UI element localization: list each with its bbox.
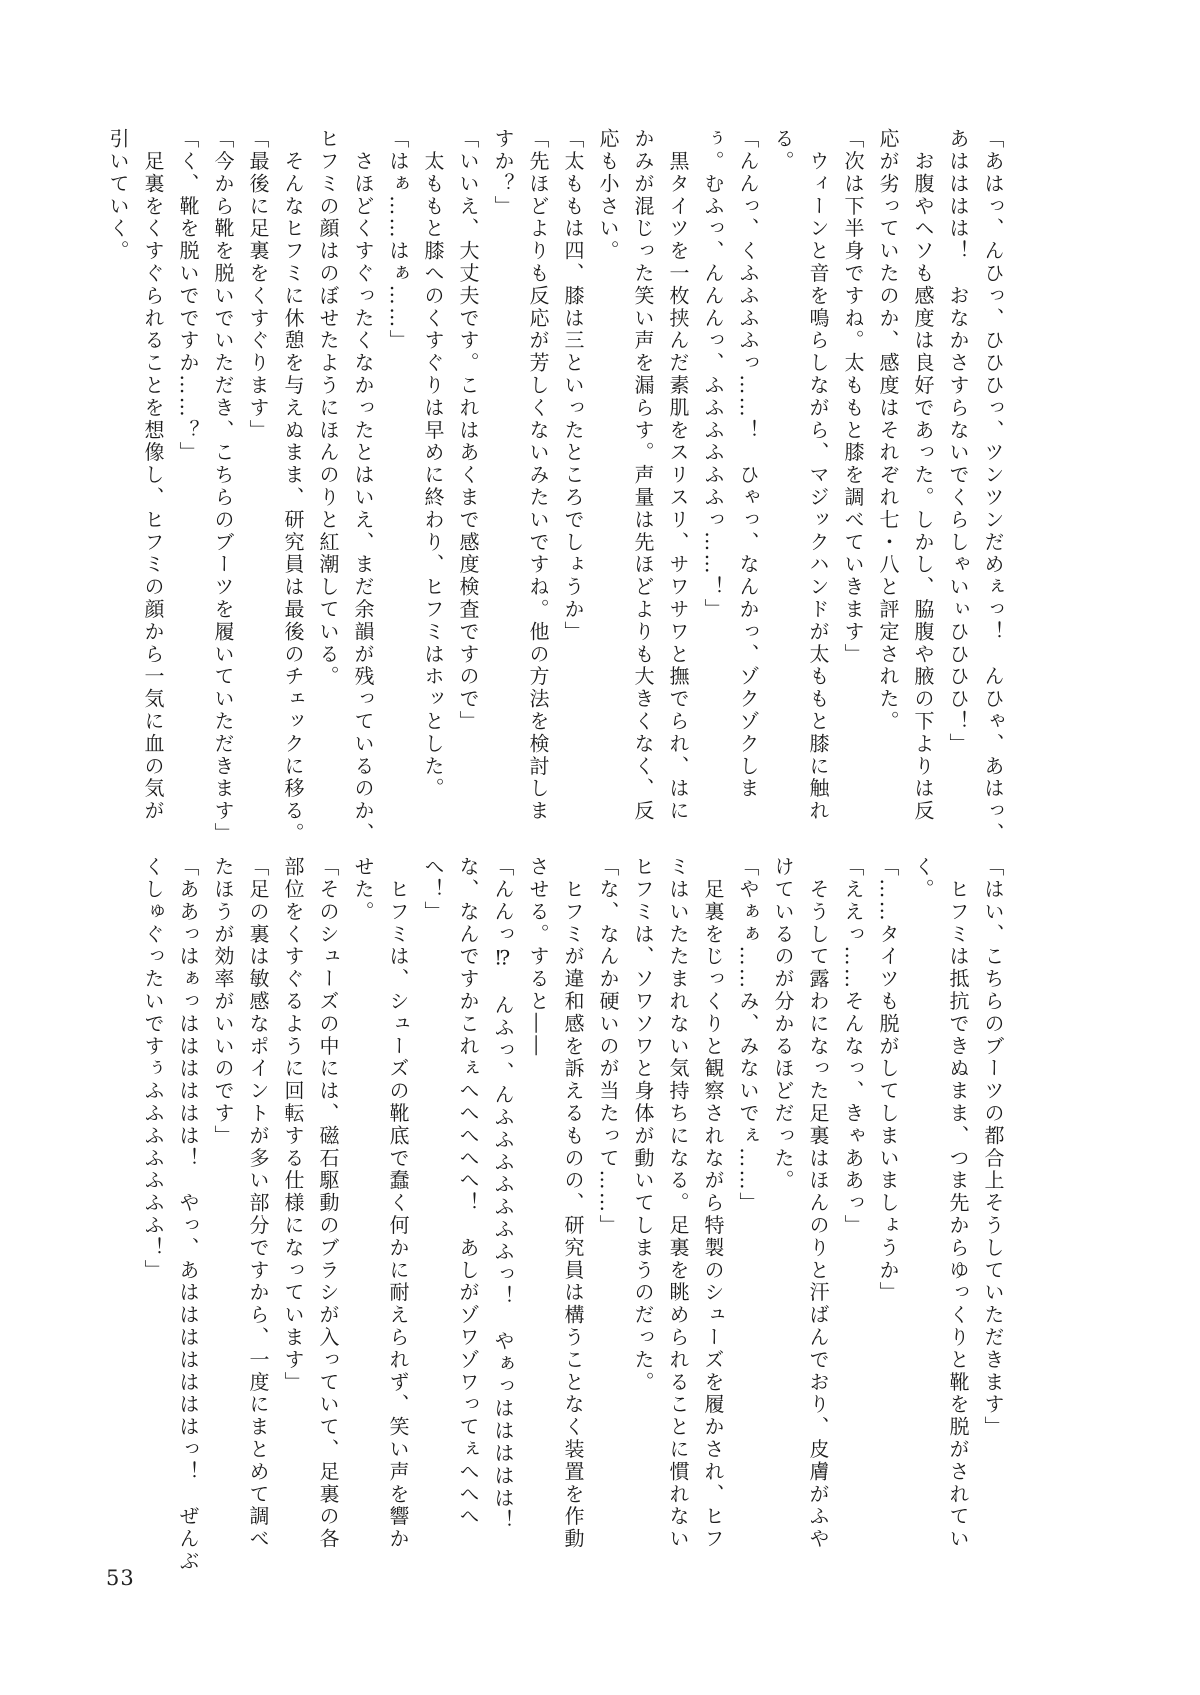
text-column: 「……タイツも脱がしてしまいましょうか」 [876,856,900,1304]
text-column: 黒タイツを一枚挟んだ素肌をスリスリ、サワサワと撫でられ、はに [666,128,690,823]
text-column: 「いいえ、大丈夫です。これはあくまで感度検査ですので」 [456,128,480,733]
text-column: く。 [911,856,935,901]
text-column: ヒフミの顔はのぼせたようにほんのりと紅潮している。 [316,128,340,688]
text-column: 「んんっ⁉ んふっ、んふふふふふふふっ！ やぁっははははは！ [491,856,515,1532]
text-column: 「はぁ……はぁ……」 [386,128,410,352]
text-column: 応が劣っていたのか、感度はそれぞれ七・八と評定された。 [876,128,900,733]
text-column: ウィーンと音を鳴らしながら、マジックハンドが太ももと膝に触れ [806,128,830,823]
text-column: 「太ももは四、膝は三といったところでしょうか」 [561,128,585,644]
text-column: ヒフミは、シューズの靴底で蠢く何かに耐えられず、笑い声を響か [386,856,410,1551]
text-column: 「足の裏は敏感なポイントが多い部分ですから、一度にまとめて調べ [246,856,270,1551]
text-column: くしゅぐったいですぅふふふふふふふ！」 [141,856,165,1282]
text-column: ミはいたたまれない気持ちになる。足裏を眺められることに慣れない [666,856,690,1551]
text-column: 「はい、こちらのブーツの都合上そうしていただきます」 [981,856,1005,1439]
text-column: させる。すると―― [526,856,550,1058]
text-column: へ！」 [421,856,445,924]
text-column: すか？」 [491,128,515,218]
text-column: ヒフミは、ソワソワと身体が動いてしまうのだった。 [631,856,655,1394]
text-column: 「最後に足裏をくすぐります」 [246,128,270,442]
text-column: 引いていく。 [106,128,130,263]
text-column: ヒフミは抵抗できぬまま、つま先からゆっくりと靴を脱がされてい [946,856,970,1551]
page-number: 53 [106,1566,135,1590]
text-column: る。 [771,128,795,173]
text-column: 「やぁぁ……み、みないでぇ……」 [736,856,760,1215]
text-column: あはははは！ おなかさすらないでくらしゃいぃひひひひ！」 [946,128,970,756]
text-column: 「ええっ……そんなっ、きゃああっ」 [841,856,865,1237]
text-column: 部位をくすぐるように回転する仕様になっています」 [281,856,305,1394]
text-column: 「な、なんか硬いのが当たって……」 [596,856,620,1237]
text-column: かみが混じった笑い声を漏らす。声量は先ほどよりも大きくなく、反 [631,128,655,823]
text-column: さほどくすぐったくなかったとはいえ、まだ余韻が残っているのか、 [351,128,375,845]
text-column: 「ああっはぁっはははははは！ やっ、あはははははははっ！ ぜんぶ [176,856,200,1573]
text-column: 「今から靴を脱いでいただき、こちらのブーツを履いていただきます」 [211,128,235,845]
upper-text-block [100,128,1010,854]
text-column: 「そのシューズの中には、磁石駆動のブラシが入っていて、足裏の各 [316,856,340,1551]
text-column: 「んんっ、くふふふふっ……！ ひゃっ、なんかっ、ゾクゾクしま [736,128,760,800]
text-column: ぅ。むふっ、んんんっ、ふふふふふふっ……！」 [701,128,725,621]
text-column: ヒフミが違和感を訴えるものの、研究員は構うことなく装置を作動 [561,856,585,1551]
text-column: たほうが効率がいいのです」 [211,856,235,1148]
text-column: そうして露わになった足裏はほんのりと汗ばんでおり、皮膚がふや [806,856,830,1551]
text-column: 「く、靴を脱いでですか……？」 [176,128,200,464]
text-column: 「次は下半身ですね。太ももと膝を調べていきます」 [841,128,865,666]
text-column: 「あはっ、んひっ、ひひひっ、ツンツンだめぇっ！ んひゃ、あはっ、 [981,128,1005,845]
text-column: 足裏をくすぐられることを想像し、ヒフミの顔から一気に血の気が [141,128,165,823]
text-column: お腹やヘソも感度は良好であった。しかし、脇腹や腋の下よりは反 [911,128,935,823]
text-column: 太ももと膝へのくすぐりは早めに終わり、ヒフミはホッとした。 [421,128,445,800]
text-column: 応も小さい。 [596,128,620,263]
text-column: せた。 [351,856,375,924]
text-column: 「先ほどよりも反応が芳しくないみたいですね。他の方法を検討しま [526,128,550,823]
lower-text-block [135,856,1010,1582]
text-column: けているのが分かるほどだった。 [771,856,795,1192]
text-column: な、なんですかこれぇへへへへへ！ あしがゾワゾワってぇへへへ [456,856,480,1528]
text-column: そんなヒフミに休憩を与えぬまま、研究員は最後のチェックに移る。 [281,128,305,845]
text-column: 足裏をじっくりと観察されながら特製のシューズを履かされ、ヒフ [701,856,725,1551]
